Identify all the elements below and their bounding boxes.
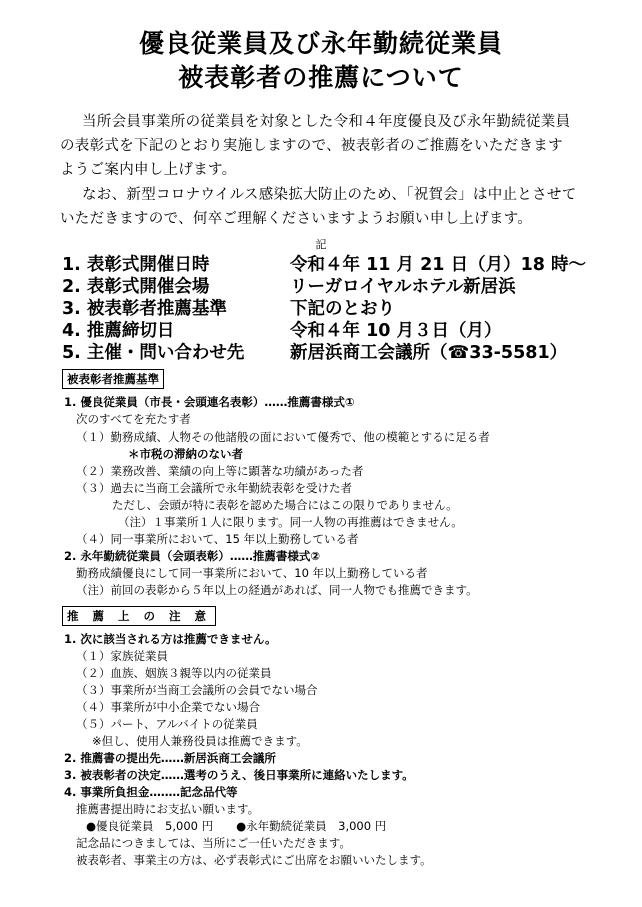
main-item-label: 2. 表彰式開催会場 (62, 277, 210, 297)
notes-line: 推薦書提出時にお支払い願います。 (76, 802, 260, 816)
page-title-line-2: 被表彰者の推薦について (178, 63, 464, 92)
main-item-label: 3. 被表彰者推薦基準 (62, 299, 227, 319)
criteria-line: 次のすべてを充たす者 (76, 412, 191, 426)
main-item-label: 5. 主催・問い合わせ先 (62, 343, 245, 363)
criteria-line: （４）同一事業所において、15 年以上勤務している者 (76, 532, 359, 546)
notes-line: 2. 推薦書の提出先‥‥‥新居浜商工会議所 (64, 751, 276, 765)
notes-line: ●優良従業員 5,000 円 ●永年勤続従業員 3,000 円 (86, 819, 387, 833)
main-item-value: 令和４年 11 月 21 日（月）18 時～ (290, 255, 587, 275)
main-item-value: 下記のとおり (290, 299, 395, 319)
criteria-line: （注）前回の表彰から５年以上の経過があれば、同一人物でも推薦できます。 (76, 583, 478, 597)
intro-line: なお、新型コロナウイルス感染拡大防止のため、「祝賀会」は中止とさせて (82, 187, 577, 203)
notes-line: 4. 事業所負担金‥‥‥‥記念品代等 (64, 785, 238, 799)
notes-line: （３）事業所が当商工会議所の会員でない場合 (76, 683, 318, 697)
main-item-value: 令和４年 10 月３日（月） (290, 321, 502, 341)
intro-line: ようご案内申し上げます。 (60, 162, 237, 178)
notes-line: （５）パート、アルバイトの従業員 (76, 717, 258, 731)
criteria-line: ＊市税の滞納のない者 (128, 447, 243, 461)
criteria-line: 1. 優良従業員（市長・会頭連名表彰）‥‥‥推薦書様式① (64, 395, 355, 409)
criteria-line: （１）勤務成績、人物その他諸般の面において優秀で、他の模範とするに足る者 (76, 430, 490, 444)
notes-line: 被表彰者、事業主の方は、必ず表彰式にご出席をお願いいたします。 (76, 853, 432, 867)
notes-line: ※但し、使用人兼務役員は推薦できます。 (92, 734, 308, 748)
page-title-line-1: 優良従業員及び永年勤続従業員 (138, 29, 503, 58)
criteria-line: （３）過去に当商工会議所で永年勤続表彰を受けた者 (76, 481, 352, 495)
intro-line: いただきますので、何卒ご理解くださいますようお願い申し上げます。 (60, 211, 533, 227)
intro-line: 当所会員事業所の従業員を対象とした令和４年度優良及び永年勤続従業員 (82, 114, 571, 130)
notes-line: 3. 被表彰者の決定‥‥‥選考のうえ、後日事業所に連絡いたします。 (64, 768, 414, 782)
notes-line: （１）家族従業員 (76, 649, 168, 663)
notes-line: 1. 次に該当される方は推薦できません。 (64, 632, 277, 646)
intro-line: の表彰式を下記のとおり実施しますので、被表彰者のご推薦をいただきます (60, 138, 563, 154)
main-item-value: 新居浜商工会議所（☎33-5581） (290, 343, 568, 363)
criteria-line: （２）業務改善、業績の向上等に顕著な功績があった者 (76, 464, 364, 478)
notes-line: （４）事業所が中小企業でない場合 (76, 700, 260, 714)
criteria-line: （注）１事業所１人に限ります。同一人物の再推薦はできません。 (118, 515, 463, 529)
notes-line: （２）血族、姻族３親等以内の従業員 (76, 666, 272, 680)
main-item-value: リーガロイヤルホテル新居浜 (290, 277, 516, 297)
criteria-line: 勤務成績優良にして同一事業所において、10 年以上勤務している者 (76, 566, 428, 580)
ki-mark: 記 (315, 238, 327, 251)
notes-heading: 推 薦 上 の 注 意 (62, 606, 216, 626)
criteria-heading: 被表彰者推薦基準 (62, 369, 164, 389)
main-item-label: 4. 推薦締切日 (62, 321, 175, 341)
criteria-line: ただし、会頭が特に表彰を認めた場合にはこの限りでありません。 (112, 498, 458, 512)
main-item-label: 1. 表彰式開催日時 (62, 255, 210, 275)
criteria-line: 2. 永年勤続従業員（会頭表彰）‥‥‥推薦書様式② (64, 549, 321, 563)
notes-line: 記念品につきましては、当所にご一任いただきます。 (76, 836, 351, 850)
